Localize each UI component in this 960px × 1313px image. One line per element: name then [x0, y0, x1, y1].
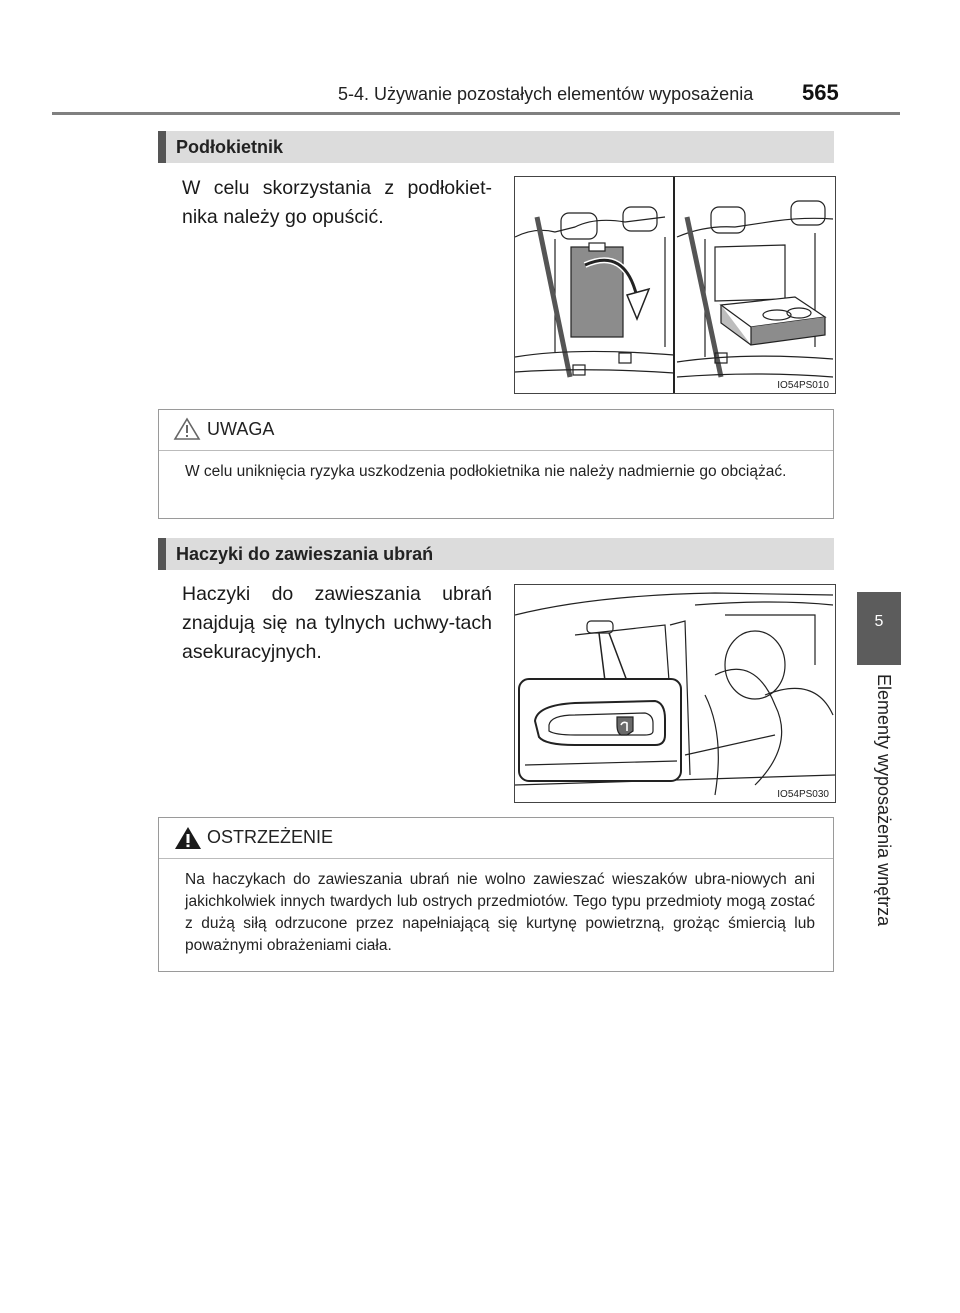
chapter-label: Elementy wyposażenia wnętrza [874, 674, 894, 927]
section-heading-armrest [158, 131, 834, 163]
page-number: 565 [802, 80, 839, 105]
chapter-tab: 5 [857, 592, 901, 665]
section-heading-text: Podłokietnik [176, 137, 284, 157]
warning-triangle-icon [173, 825, 203, 856]
hooks-instructions: Haczyki do zawieszania ubrań znajdują się na tylnych uchwy-tach asekuracyjnych. [182, 583, 492, 663]
caution-box [158, 409, 834, 519]
header-title: 5-4. Używanie pozostałych elementów wyposażenia [338, 84, 754, 104]
figure-code: IO54PS030 [777, 789, 829, 800]
armrest-illustration [514, 176, 836, 394]
warning-text: Na haczykach do zawieszania ubrań nie wolno zawieszać wieszaków ubra-niowych ani jakichkolwiek innych twardych lub ostrych przedmiotów. Tego typu przedmioty mogą zostać z dużą siłą odrzucone przez napełniającą się kurtynę powietrzną, grożąc śmiercią lub poważnymi obrażeniami ciała. [185, 871, 815, 954]
caution-triangle-icon [173, 417, 201, 446]
section-bar [158, 131, 166, 163]
armrest-instructions: W celu skorzystania z podłokiet-nika należy go opuścić. [182, 177, 492, 228]
warning-label: OSTRZEŻENIE [207, 827, 334, 847]
warning-box [158, 817, 834, 972]
caution-label: UWAGA [207, 419, 275, 439]
caution-header [159, 410, 833, 451]
caution-text: W celu uniknięcia ryzyka uszkodzenia podłokietnika nie należy nadmiernie go obciążać. [185, 463, 787, 480]
hooks-drawing [515, 585, 835, 802]
section-bar [158, 538, 166, 570]
figure-code: IO54PS010 [777, 380, 829, 391]
section-heading-text: Haczyki do zawieszania ubrań [176, 544, 434, 564]
hooks-illustration [514, 584, 836, 803]
section-heading-hooks [158, 538, 834, 570]
warning-header [159, 818, 833, 859]
armrest-drawing [515, 177, 835, 393]
header-rule [52, 112, 900, 115]
